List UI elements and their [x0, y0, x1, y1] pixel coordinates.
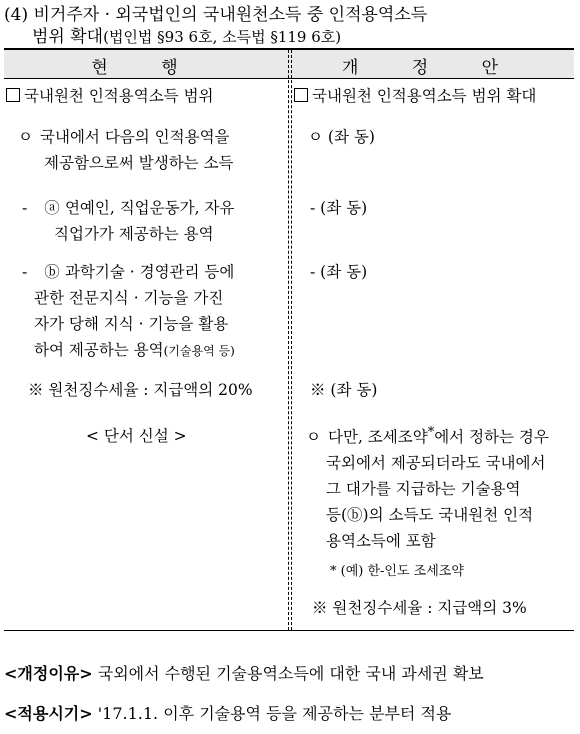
bullet-o: ㅇ — [306, 428, 321, 447]
revised-item-2: - (좌 동) — [310, 199, 368, 217]
current-item-1 — [18, 124, 286, 176]
section-heading — [4, 4, 576, 48]
column-header-revised: 개 정 안 — [341, 58, 523, 78]
heading-line-1: (4) 비거주자 · 외국법인의 국내원천소득 중 인적용역소득 — [4, 5, 428, 25]
bullet-o: ㅇ — [18, 128, 33, 146]
column-divider — [288, 50, 289, 630]
revised-proviso-line-4: 등(ⓑ)의 소득도 국내원천 인적 — [326, 506, 534, 525]
dash-bullet: - — [22, 263, 28, 281]
checkbox-square-icon — [294, 88, 308, 102]
heading-line-2 — [4, 26, 576, 48]
reason-row — [4, 662, 484, 686]
current-item-3 — [22, 259, 288, 364]
table-header-row — [4, 50, 574, 79]
revised-proviso-line-1a: 다만, 조세조약 — [328, 428, 428, 447]
revised-item-1: ㅇ (좌 동) — [308, 128, 375, 146]
revised-withholding-same: ※ (좌 동) — [310, 381, 378, 399]
current-item-1-line-2: 제공함으로써 발생하는 소득 — [44, 154, 234, 172]
heading-title-end: 범위 확대 — [32, 27, 104, 47]
current-item-3-line-1: 과학기술 · 경영관리 등에 — [64, 263, 235, 281]
comparison-table — [4, 48, 574, 631]
column-divider-2 — [291, 50, 292, 630]
current-range-title-text: 국내원천 인적용역소득 범위 — [24, 87, 214, 105]
revised-proviso-line-3: 그 대가를 지급하는 기술용역 — [326, 480, 521, 499]
footnote-asterisk: * — [427, 425, 435, 440]
current-item-1-line-1: 국내에서 다음의 인적용역을 — [40, 128, 230, 146]
effective-date-label: <적용시기> — [4, 704, 93, 723]
revised-range-title — [294, 83, 536, 109]
revised-item-3: - (좌 동) — [310, 263, 368, 281]
current-withholding-rate: ※ 원천징수세율 : 지급액의 20% — [28, 381, 253, 399]
revised-proviso-line-5: 용역소득에 포함 — [326, 532, 436, 551]
revised-range-title-text: 국내원천 인적용역소득 범위 확대 — [312, 87, 537, 105]
current-item-3-line-2: 관한 전문지식 · 기능을 가진 — [34, 289, 224, 307]
circled-b-mark: ⓑ — [44, 263, 60, 281]
revised-proviso — [306, 420, 574, 554]
current-item-2-line-1: 연예인, 직업운동가, 자유 — [64, 199, 235, 217]
current-item-3-line-4 — [22, 337, 288, 364]
effective-date-row — [4, 702, 451, 726]
current-item-2 — [22, 195, 288, 247]
current-new-clause-note: < 단서 신설 > — [86, 427, 187, 445]
dash-bullet: - — [22, 199, 28, 217]
current-range-title — [6, 83, 214, 109]
reason-text: 국외에서 수행된 기술용역소득에 대한 국내 과세권 확보 — [97, 664, 484, 683]
checkbox-square-icon — [6, 88, 20, 102]
current-item-2-line-2: 직업가가 제공하는 용역 — [54, 225, 214, 243]
current-item-3-line-4-note: (기술용역 등) — [163, 344, 235, 358]
column-header-current: 현 행 — [91, 58, 202, 78]
current-item-3-line-3: 자가 당해 지식 · 기능을 활용 — [34, 315, 229, 333]
effective-date-text: '17.1.1. 이후 기술용역 등을 제공하는 분부터 적용 — [97, 704, 452, 723]
heading-law-reference: (법인법 §93 6호, 소득법 §119 6호) — [103, 28, 342, 46]
current-item-3-line-4-text: 하여 제공하는 용역 — [34, 341, 164, 359]
revised-footnote-example: * (예) 한-인도 조세조약 — [330, 564, 464, 579]
revised-withholding-rate: ※ 원천징수세율 : 지급액의 3% — [312, 599, 527, 617]
reason-label: <개정이유> — [4, 664, 93, 683]
revised-proviso-line-1b: 에서 정하는 경우 — [434, 428, 549, 447]
revised-proviso-line-2: 국외에서 제공되더라도 국내에서 — [326, 454, 546, 473]
circled-a-mark: ⓐ — [44, 199, 60, 217]
